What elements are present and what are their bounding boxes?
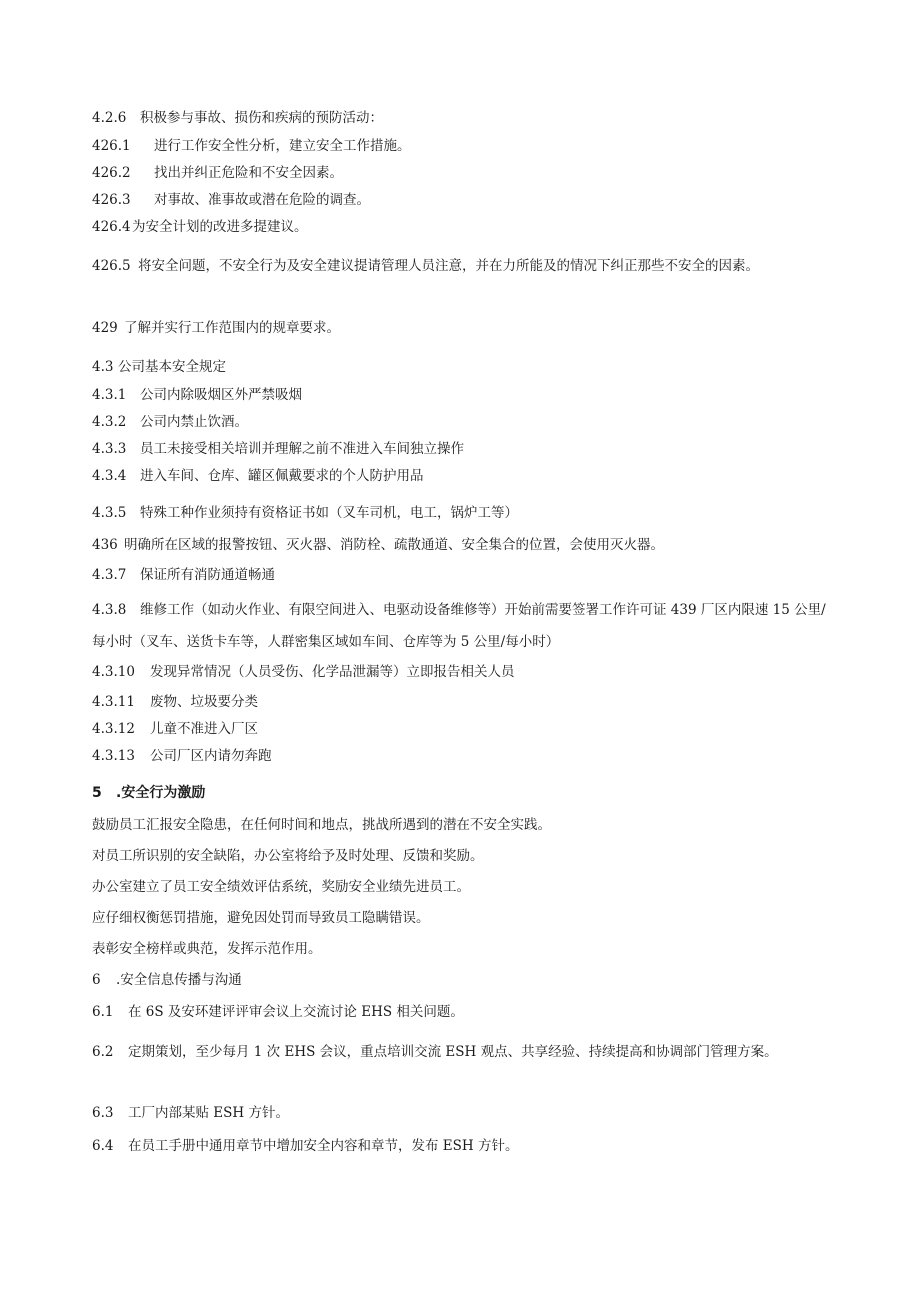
clause-6-3 bbox=[92, 1103, 832, 1123]
clause-426-2 bbox=[92, 163, 832, 183]
clause-4-3-12 bbox=[92, 719, 832, 739]
clause-text: 将安全问题，不安全行为及安全建议提请管理人员注意，并在力所能及的情况下纠正那些不安全的因素。 bbox=[138, 258, 759, 274]
paragraph-text: 对员工所识别的安全缺陷，办公室将给予及时处理、反馈和奖励。 bbox=[92, 848, 484, 864]
clause-4-3-10 bbox=[92, 662, 832, 682]
clause-text: 公司厂区内请勿奔跑 bbox=[150, 748, 272, 764]
clause-text: 在 6S 及安环建评评审会议上交流讨论 EHS 相关问题。 bbox=[128, 1004, 464, 1020]
clause-text: 废物、垃圾要分类 bbox=[150, 694, 258, 710]
clause-6-2 bbox=[92, 1036, 832, 1068]
clause-text: 公司内禁止饮酒。 bbox=[140, 414, 248, 430]
section-title: 公司基本安全规定 bbox=[118, 359, 226, 375]
clause-number: 6.4 bbox=[92, 1138, 114, 1154]
clause-number: 4.3.3 bbox=[92, 441, 127, 457]
section-number: 6 bbox=[92, 972, 101, 988]
clause-text: 明确所在区域的报警按钮、灭火器、消防栓、疏散通道、安全集合的位置，会使用灭火器。 bbox=[124, 537, 664, 553]
clause-text: 员工未接受相关培训并理解之前不准进入车间独立操作 bbox=[140, 441, 464, 457]
clause-4-3-2 bbox=[92, 412, 832, 432]
clause-number: 4.2.6 bbox=[92, 110, 127, 126]
clause-text: 特殊工种作业须持有资格证书如（叉车司机，电工，锅炉工等） bbox=[140, 505, 518, 521]
section-4-3 bbox=[92, 357, 832, 377]
clause-text: 儿童不准进入厂区 bbox=[150, 721, 258, 737]
clause-426-5 bbox=[92, 250, 832, 282]
clause-number: 6.1 bbox=[92, 1004, 114, 1020]
clause-number: 4.3.5 bbox=[92, 505, 127, 521]
clause-number: 429 bbox=[92, 320, 118, 336]
incentive-item bbox=[92, 939, 832, 959]
clause-number: 4.3.8 bbox=[92, 602, 127, 618]
section-title: .安全行为激励 bbox=[116, 785, 206, 801]
clause-text: 发现异常情况（人员受伤、化学品泄漏等）立即报告相关人员 bbox=[150, 664, 515, 680]
clause-number: 6.2 bbox=[92, 1044, 114, 1060]
section-6-heading bbox=[92, 970, 832, 990]
clause-text: 为安全计划的改进多提建议。 bbox=[132, 219, 308, 235]
section-5-heading bbox=[92, 783, 832, 803]
clause-number: 4.3.4 bbox=[92, 468, 127, 484]
clause-text: 在员工手册中通用章节中增加安全内容和章节，发布 ESH 方针。 bbox=[128, 1138, 519, 1154]
clause-4-3-13 bbox=[92, 746, 832, 766]
clause-text: 保证所有消防通道畅通 bbox=[140, 567, 275, 583]
clause-text: 工厂内部某贴 ESH 方针。 bbox=[128, 1105, 289, 1121]
section-number: 5 bbox=[92, 785, 102, 801]
clause-number: 426.5 bbox=[92, 258, 131, 274]
clause-number: 426.3 bbox=[92, 192, 131, 208]
clause-text: 了解并实行工作范围内的规章要求。 bbox=[124, 320, 340, 336]
incentive-item bbox=[92, 877, 832, 897]
clause-number: 4.3.7 bbox=[92, 567, 127, 583]
clause-text: 定期策划，至少每月 1 次 EHS 会议，重点培训交流 ESH 观点、共享经验、持续提高和协调部门管理方案。 bbox=[128, 1044, 778, 1060]
clause-text: 维修工作（如动火作业、有限空间进入、电驱动设备维修等）开始前需要签署工作许可证 439 厂区内限速 15 公里/每小时（叉车、送货卡车等，人群密集区域如车间、仓库等为 5 公里/每小时） bbox=[92, 602, 826, 650]
clause-text: 对事故、准事故或潜在危险的调查。 bbox=[154, 192, 370, 208]
clause-number: 426.4 bbox=[92, 219, 131, 235]
clause-426-3 bbox=[92, 190, 832, 210]
section-number: 4.3 bbox=[92, 359, 114, 375]
clause-text: 积极参与事故、损伤和疾病的预防活动： bbox=[140, 110, 383, 126]
clause-4-3-11 bbox=[92, 692, 832, 712]
clause-number: 436 bbox=[92, 537, 118, 553]
clause-429 bbox=[92, 318, 832, 338]
clause-text: 公司内除吸烟区外严禁吸烟 bbox=[140, 387, 302, 403]
clause-4-3-1 bbox=[92, 385, 832, 405]
clause-text: 找出并纠正危险和不安全因素。 bbox=[154, 165, 343, 181]
clause-4-3-4 bbox=[92, 466, 832, 486]
clause-426-4 bbox=[92, 217, 832, 237]
clause-number: 4.3.13 bbox=[92, 748, 135, 764]
paragraph-text: 办公室建立了员工安全绩效评估系统，奖励安全业绩先进员工。 bbox=[92, 879, 470, 895]
paragraph-text: 表彰安全榜样或典范，发挥示范作用。 bbox=[92, 941, 322, 957]
clause-4-3-3 bbox=[92, 439, 832, 459]
section-title: .安全信息传播与沟通 bbox=[116, 972, 242, 988]
incentive-item bbox=[92, 815, 832, 835]
clause-6-1 bbox=[92, 1002, 832, 1022]
clause-436 bbox=[92, 535, 832, 555]
incentive-item bbox=[92, 908, 832, 928]
clause-number: 4.3.12 bbox=[92, 721, 135, 737]
clause-number: 4.3.10 bbox=[92, 664, 135, 680]
clause-number: 4.3.11 bbox=[92, 694, 135, 710]
paragraph-text: 应仔细权衡惩罚措施，避免因处罚而导致员工隐瞒错误。 bbox=[92, 910, 430, 926]
clause-number: 4.3.2 bbox=[92, 414, 127, 430]
clause-426-1 bbox=[92, 136, 832, 156]
clause-number: 426.1 bbox=[92, 138, 131, 154]
clause-4-3-7 bbox=[92, 565, 832, 585]
clause-number: 4.3.1 bbox=[92, 387, 127, 403]
clause-number: 426.2 bbox=[92, 165, 131, 181]
incentive-item bbox=[92, 846, 832, 866]
paragraph-text: 鼓励员工汇报安全隐患，在任何时间和地点，挑战所遇到的潜在不安全实践。 bbox=[92, 817, 551, 833]
clause-4-2-6 bbox=[92, 108, 832, 128]
clause-6-4 bbox=[92, 1136, 832, 1156]
clause-4-3-8 bbox=[92, 594, 832, 658]
clause-4-3-5 bbox=[92, 503, 832, 523]
clause-number: 6.3 bbox=[92, 1105, 114, 1121]
clause-text: 进行工作安全性分析，建立安全工作措施。 bbox=[154, 138, 411, 154]
clause-text: 进入车间、仓库、罐区佩戴要求的个人防护用品 bbox=[140, 468, 424, 484]
